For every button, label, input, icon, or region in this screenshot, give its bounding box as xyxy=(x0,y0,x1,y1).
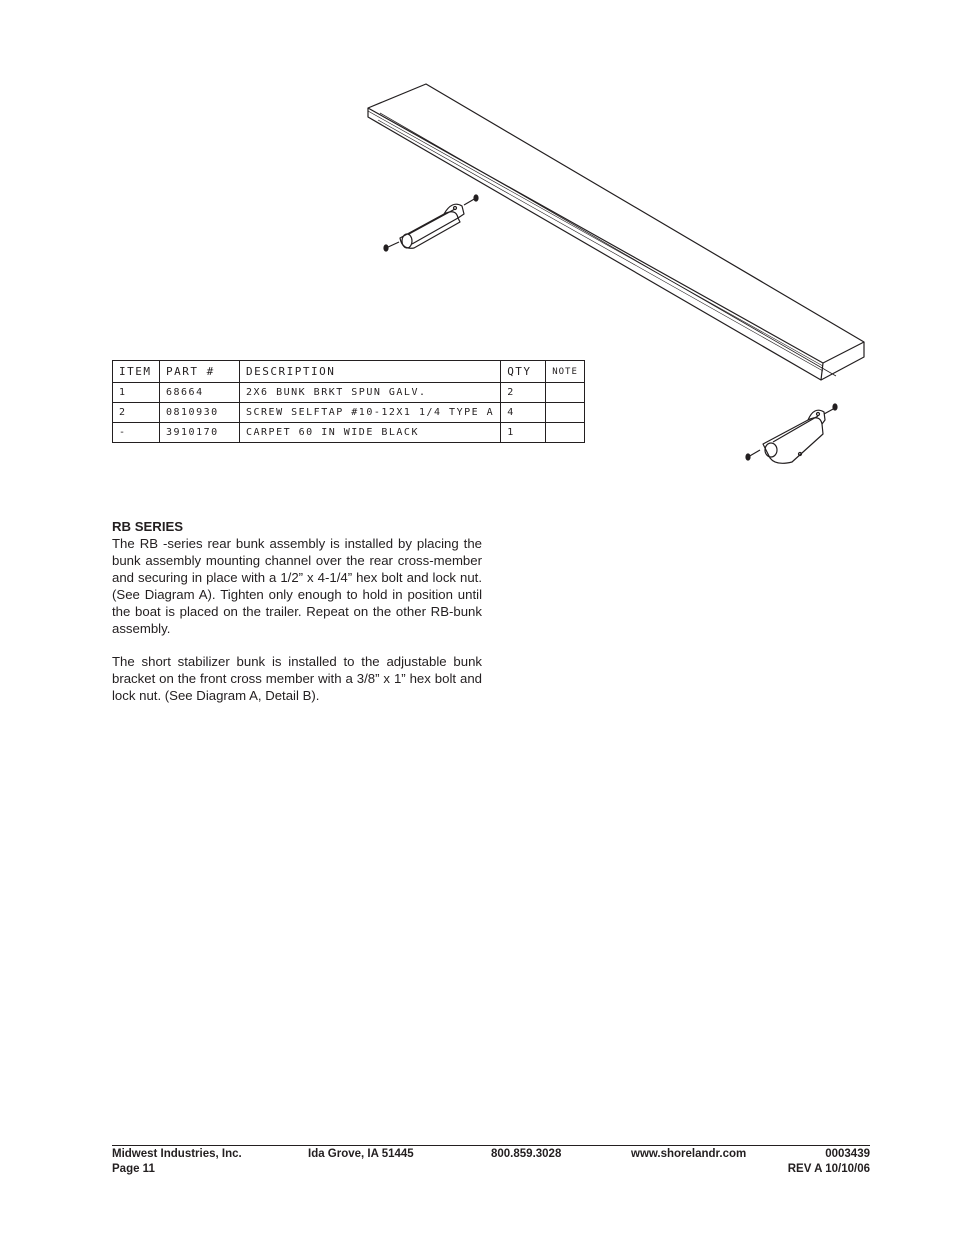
cell-item: 1 xyxy=(113,383,160,403)
cell-item: - xyxy=(113,423,160,443)
cell-qty: 1 xyxy=(501,423,546,443)
bunk-bracket-bottom xyxy=(763,410,825,463)
table-row xyxy=(113,403,585,423)
table-row xyxy=(113,383,585,403)
parts-table-header-row xyxy=(113,361,585,383)
page-footer xyxy=(112,1145,870,1176)
cell-description: CARPET 60 IN WIDE BLACK xyxy=(240,423,501,443)
cell-part-number: 3910170 xyxy=(160,423,240,443)
header-note: NOTE xyxy=(546,361,585,383)
header-qty: QTY xyxy=(501,361,546,383)
bunk-bracket-top xyxy=(400,204,464,248)
footer-website[interactable]: www.shorelandr.com xyxy=(631,1148,747,1160)
cell-qty: 4 xyxy=(501,403,546,423)
cell-note xyxy=(546,423,585,443)
footer-page-number: Page 11 xyxy=(112,1163,155,1175)
instructions-section xyxy=(112,518,482,720)
footer-revision: REV A 10/10/06 xyxy=(787,1163,870,1175)
footer-phone: 800.859.3028 xyxy=(491,1148,562,1160)
section-title: RB SERIES xyxy=(112,519,184,534)
cell-part-number: 68664 xyxy=(160,383,240,403)
cell-item: 2 xyxy=(113,403,160,423)
cell-description: 2X6 BUNK BRKT SPUN GALV. xyxy=(240,383,501,403)
paragraph: The short stabilizer bunk is installed to the adjustable bunk bracket on the front cross member with a 3/8” x 1” hex bolt and lock nut. (See Diagram A, Detail B). xyxy=(112,654,482,703)
cell-qty: 2 xyxy=(501,383,546,403)
footer-location: Ida Grove, IA 51445 xyxy=(308,1148,414,1160)
footer-doc-number: 0003439 xyxy=(825,1148,870,1160)
screw-bottom-left xyxy=(746,450,760,460)
screw-top-right xyxy=(464,195,478,205)
header-part-number: PART # xyxy=(160,361,240,383)
screw-bottom-right xyxy=(824,404,837,414)
parts-table xyxy=(112,360,585,443)
header-description: DESCRIPTION xyxy=(240,361,501,383)
header-item: ITEM xyxy=(113,361,160,383)
screw-top-left xyxy=(384,242,399,251)
cell-note xyxy=(546,403,585,423)
cell-part-number: 0810930 xyxy=(160,403,240,423)
cell-description: SCREW SELFTAP #10-12X1 1/4 TYPE A xyxy=(240,403,501,423)
cell-note xyxy=(546,383,585,403)
table-row xyxy=(113,423,585,443)
footer-company: Midwest Industries, Inc. xyxy=(112,1148,242,1160)
paragraph: The RB -series rear bunk assembly is installed by placing the bunk assembly mounting channel over the rear cross-member and securing in place with a 1/2” x 4-1/4” hex bolt and lock nut. (See Diagram A). Tighten only enough to hold in position until the boat is placed on the trailer. Repeat on the other RB-bunk assembly. xyxy=(112,536,482,636)
